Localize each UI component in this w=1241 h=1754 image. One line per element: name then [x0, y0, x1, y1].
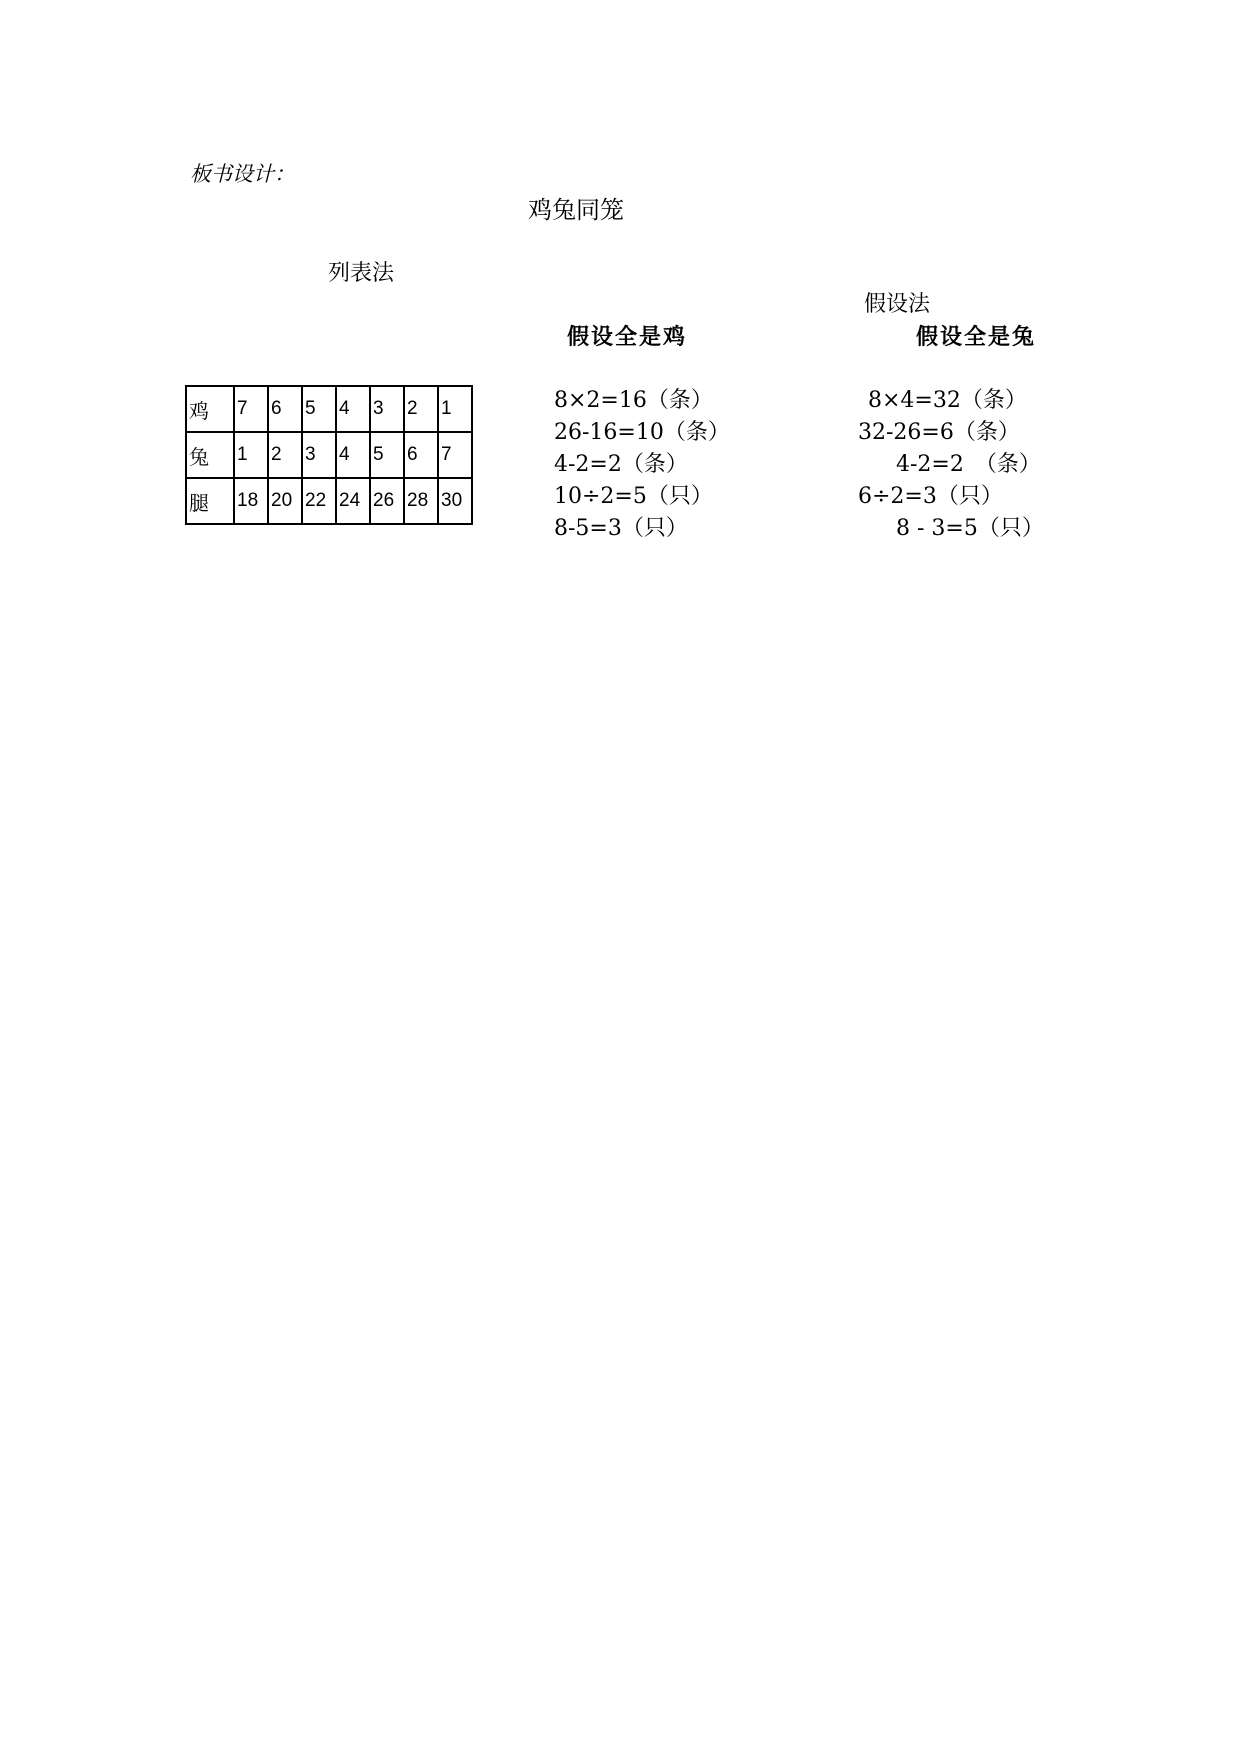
table-row-legs [186, 478, 472, 524]
chicken-assumption-heading: 假设全是鸡 [567, 324, 688, 350]
rabbit-assumption-heading: 假设全是兔 [916, 324, 1037, 350]
table-row-chicken [186, 386, 472, 432]
table-cell: 7 [438, 432, 472, 478]
row-header-legs: 腿 [186, 478, 234, 524]
page-title: 鸡兔同笼 [528, 196, 624, 224]
calc-line: 8×2=16（条） [554, 388, 713, 413]
table-cell: 26 [370, 478, 404, 524]
chicken-rabbit-table [185, 385, 473, 525]
row-header-chicken: 鸡 [186, 386, 234, 432]
table-cell: 20 [268, 478, 302, 524]
calc-line: 8 - 3=5（只） [896, 516, 1044, 541]
chicken-calculation [554, 385, 730, 545]
table-cell: 3 [302, 432, 336, 478]
table-cell: 1 [438, 386, 472, 432]
calc-line: 26-16=10（条） [554, 420, 730, 445]
table-method-heading: 列表法 [328, 261, 395, 286]
table-row-rabbit [186, 432, 472, 478]
calc-line: 8×4=32（条） [868, 388, 1027, 413]
calc-line: 4-2=2 （条） [896, 452, 1041, 477]
table-cell: 2 [404, 386, 438, 432]
table-cell: 3 [370, 386, 404, 432]
calc-line: 10÷2=5（只） [554, 484, 713, 509]
table-cell: 2 [268, 432, 302, 478]
table-cell: 7 [234, 386, 268, 432]
page-label: 板书设计： [190, 162, 295, 186]
calc-line: 8-5=3（只） [554, 516, 688, 541]
table-cell: 18 [234, 478, 268, 524]
table-cell: 6 [404, 432, 438, 478]
calc-line: 32-26=6（条） [858, 420, 1020, 445]
table-cell: 1 [234, 432, 268, 478]
table-cell: 28 [404, 478, 438, 524]
table-cell: 6 [268, 386, 302, 432]
calc-line: 6÷2=3（只） [858, 484, 1003, 509]
assume-method-heading: 假设法 [864, 292, 931, 317]
table-cell: 5 [302, 386, 336, 432]
rabbit-calculation [858, 385, 1044, 545]
table-cell: 30 [438, 478, 472, 524]
table-cell: 24 [336, 478, 370, 524]
table-cell: 22 [302, 478, 336, 524]
table-cell: 4 [336, 432, 370, 478]
table-cell: 4 [336, 386, 370, 432]
table-cell: 5 [370, 432, 404, 478]
row-header-rabbit: 兔 [186, 432, 234, 478]
calc-line: 4-2=2（条） [554, 452, 688, 477]
